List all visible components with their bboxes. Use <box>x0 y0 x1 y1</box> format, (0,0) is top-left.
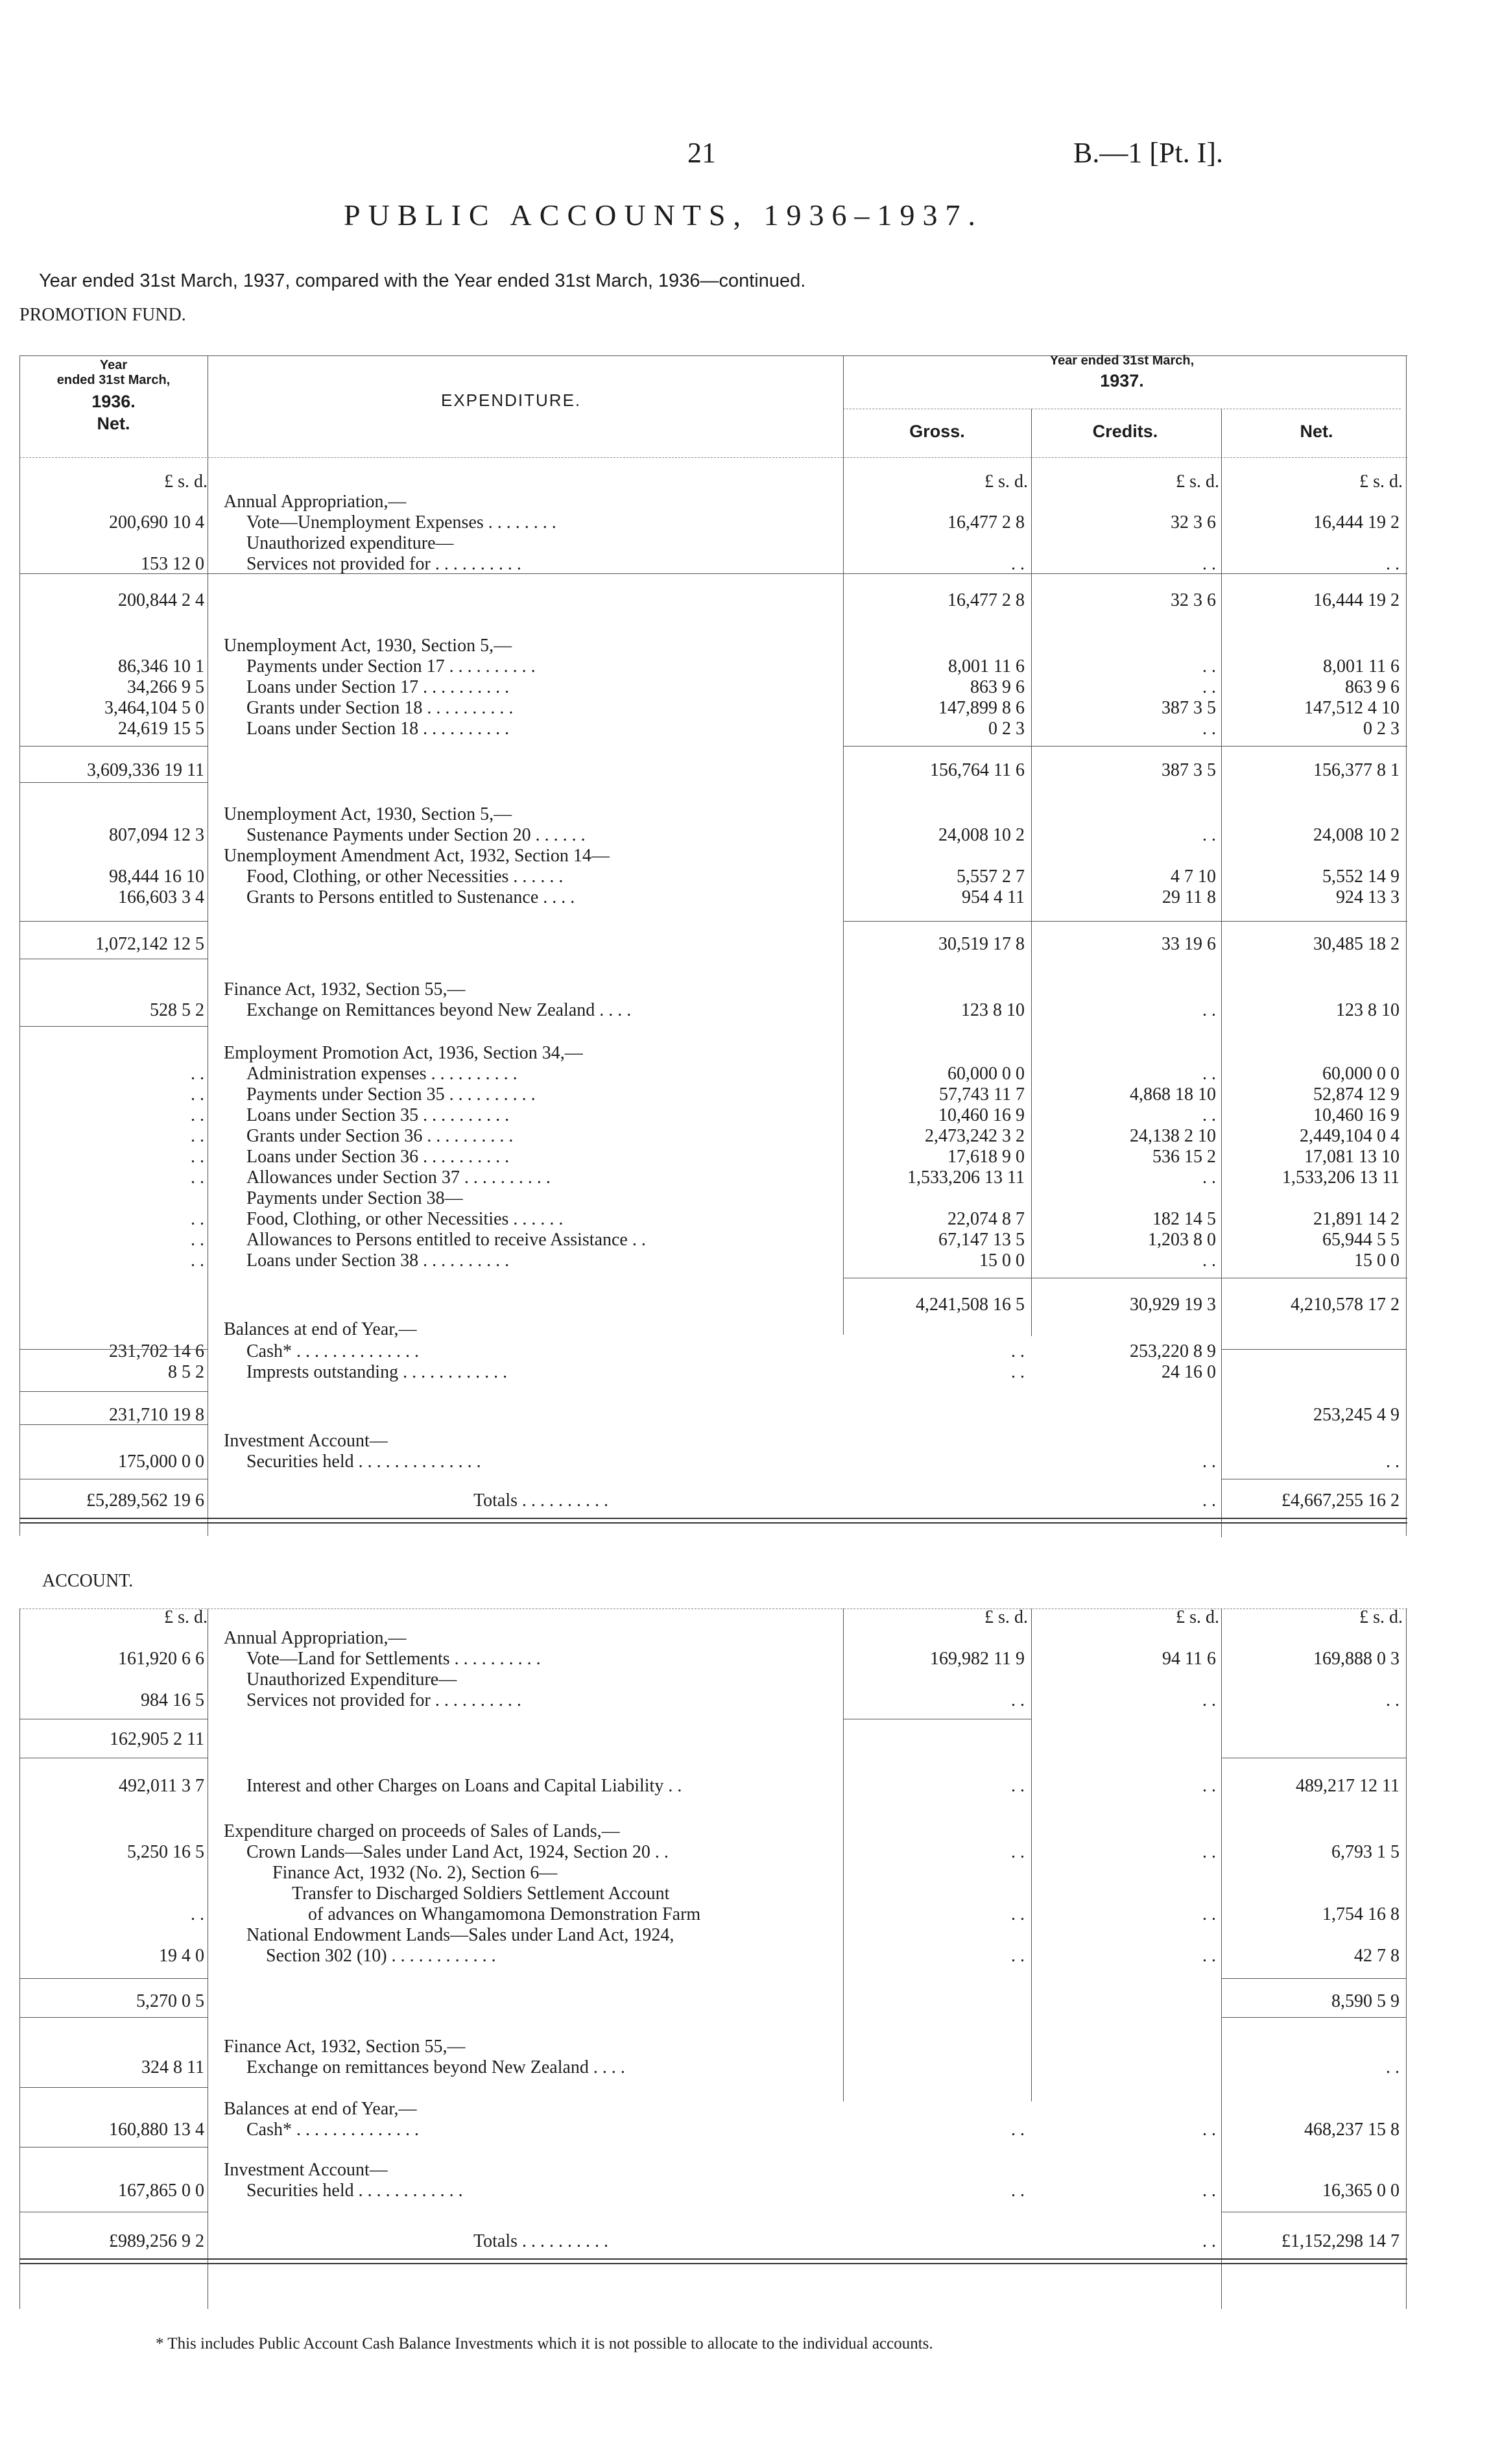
row-description: Investment Account— <box>224 2160 388 2180</box>
amount-net: £1,152,298 14 7 <box>1281 2231 1400 2251</box>
amount-gross: . . <box>1011 1362 1025 1382</box>
row-description: Exchange on Remittances beyond New Zealand . . . . <box>246 1000 632 1020</box>
amount-gross: 57,743 11 7 <box>939 1084 1025 1105</box>
rule <box>19 746 208 747</box>
row-description: Imprests outstanding . . . . . . . . . . . . <box>246 1362 508 1382</box>
amount-gross: . . <box>1011 1946 1025 1966</box>
amount-1936: 200,844 2 4 <box>118 590 204 610</box>
currency-header: £ s. d. <box>984 1607 1028 1627</box>
row-description: Allowances to Persons entitled to receive Assistance . . <box>246 1230 646 1250</box>
amount-gross: . . <box>1011 1904 1025 1924</box>
amount-credits: 32 3 6 <box>1171 512 1216 532</box>
table2-right-border <box>1406 1609 1407 2309</box>
amount-1936: 5,270 0 5 <box>136 1991 204 2011</box>
fund-title: PROMOTION FUND. <box>19 305 186 325</box>
table-top-rule <box>19 355 1407 356</box>
row-description: Unemployment Amendment Act, 1932, Section 14— <box>224 846 610 866</box>
amount-net: 30,485 18 2 <box>1313 934 1400 954</box>
rule <box>1221 1349 1406 1350</box>
amount-1936: 34,266 9 5 <box>127 677 204 697</box>
row-description: of advances on Whangamomona Demonstration Farm <box>308 1904 701 1924</box>
amount-net: 60,000 0 0 <box>1322 1064 1400 1084</box>
row-description: Finance Act, 1932 (No. 2), Section 6— <box>272 1863 558 1883</box>
amount-net: 16,365 0 0 <box>1322 2181 1400 2201</box>
row-description: Expenditure charged on proceeds of Sales of Lands,— <box>224 1821 620 1841</box>
amount-1936: 3,609,336 19 11 <box>87 760 204 780</box>
col-header-1937: 1937. <box>1100 371 1144 390</box>
col-header-credits: Credits. <box>1092 422 1158 441</box>
amount-1936: . . <box>191 1126 204 1146</box>
amount-1936: 3,464,104 5 0 <box>104 698 204 718</box>
row-description: Cash* . . . . . . . . . . . . . . <box>246 2120 419 2140</box>
currency-header: £ s. d. <box>164 472 208 492</box>
table-right-border <box>1406 355 1407 1536</box>
row-description: Unemployment Act, 1930, Section 5,— <box>224 804 512 824</box>
amount-net: . . <box>1386 2057 1400 2077</box>
amount-net: 5,552 14 9 <box>1322 867 1400 887</box>
amount-net: 489,217 12 11 <box>1296 1776 1400 1796</box>
amount-gross: 156,764 11 6 <box>930 760 1025 780</box>
amount-gross: 2,473,242 3 2 <box>925 1126 1025 1146</box>
row-description: Unauthorized expenditure— <box>246 533 454 553</box>
currency-header: £ s. d. <box>984 472 1028 492</box>
amount-credits: . . <box>1202 1690 1216 1710</box>
amount-credits: 24 16 0 <box>1161 1362 1216 1382</box>
column-divider <box>843 1609 844 2101</box>
row-description: Loans under Section 18 . . . . . . . . . . <box>246 719 510 739</box>
row-description: Loans under Section 35 . . . . . . . . . . <box>246 1105 510 1125</box>
amount-1936: 167,865 0 0 <box>118 2181 204 2201</box>
row-description: Services not provided for . . . . . . . . . . <box>246 554 521 574</box>
row-description: Food, Clothing, or other Necessities . . . . . . <box>246 1209 564 1229</box>
amount-credits: . . <box>1202 1776 1216 1796</box>
amount-credits: . . <box>1202 719 1216 739</box>
col-header-year-1937: Year ended 31st March, <box>1049 353 1195 368</box>
amount-net: 16,444 19 2 <box>1313 512 1400 532</box>
amount-net: 8,590 5 9 <box>1331 1991 1400 2011</box>
amount-net: . . <box>1386 1690 1400 1710</box>
rule <box>19 2087 208 2088</box>
amount-1936: 162,905 2 11 <box>110 1729 204 1749</box>
amount-net: 6,793 1 5 <box>1331 1842 1400 1862</box>
amount-gross: . . <box>1011 2181 1025 2201</box>
amount-credits: . . <box>1202 554 1216 574</box>
amount-credits: . . <box>1202 677 1216 697</box>
amount-net: 10,460 16 9 <box>1313 1105 1400 1125</box>
amount-gross: 8,001 11 6 <box>948 656 1025 676</box>
amount-1936: 528 5 2 <box>150 1000 204 1020</box>
amount-credits: . . <box>1202 2231 1216 2251</box>
amount-gross: 30,519 17 8 <box>938 934 1025 954</box>
amount-credits: . . <box>1202 1064 1216 1084</box>
amount-net: 8,001 11 6 <box>1323 656 1400 676</box>
amount-credits: . . <box>1202 1105 1216 1125</box>
page-number: 21 <box>687 137 716 169</box>
amount-1936: . . <box>191 1209 204 1229</box>
amount-net: 924 13 3 <box>1336 887 1400 907</box>
amount-credits: 387 3 5 <box>1161 760 1216 780</box>
row-description: Section 302 (10) . . . . . . . . . . . . <box>266 1946 496 1966</box>
amount-credits: 33 19 6 <box>1161 934 1216 954</box>
amount-1936: 19 4 0 <box>159 1946 204 1966</box>
currency-header: £ s. d. <box>164 1607 208 1627</box>
col-header-gross: Gross. <box>909 422 965 441</box>
amount-1936: . . <box>191 1230 204 1250</box>
page-title: PUBLIC ACCOUNTS, 1936–1937. <box>344 198 983 232</box>
amount-net: £4,667,255 16 2 <box>1281 1490 1400 1511</box>
rule <box>19 782 208 783</box>
amount-1936: 160,880 13 4 <box>109 2120 204 2140</box>
amount-net: 52,874 12 9 <box>1313 1084 1400 1105</box>
row-description: Payments under Section 38— <box>246 1188 463 1208</box>
amount-credits: 536 15 2 <box>1152 1147 1216 1167</box>
amount-net: 0 2 3 <box>1363 719 1400 739</box>
currency-header: £ s. d. <box>1359 1607 1403 1627</box>
row-description: Cash* . . . . . . . . . . . . . . <box>246 1341 419 1361</box>
amount-1936: 231,710 19 8 <box>109 1405 204 1425</box>
table2-left-border <box>19 1609 20 2309</box>
amount-credits: . . <box>1202 1167 1216 1188</box>
amount-1936: 153 12 0 <box>141 554 204 574</box>
row-description: Transfer to Discharged Soldiers Settlement Account <box>292 1884 670 1904</box>
row-description: Grants under Section 36 . . . . . . . . . . <box>246 1126 514 1146</box>
rule <box>19 1424 208 1425</box>
row-description: Employment Promotion Act, 1936, Section 34,— <box>224 1043 583 1063</box>
rule <box>19 1349 208 1350</box>
col-header-net-1936: Net. <box>97 414 130 433</box>
header-bottom-rule <box>19 457 1407 458</box>
row-description: National Endowment Lands—Sales under Land Act, 1924, <box>246 1925 674 1945</box>
amount-credits: . . <box>1202 1250 1216 1271</box>
rule <box>843 573 1407 574</box>
amount-gross: 67,147 13 5 <box>938 1230 1025 1250</box>
amount-credits: 182 14 5 <box>1152 1209 1216 1229</box>
row-description: Loans under Section 17 . . . . . . . . . . <box>246 677 510 697</box>
row-description: Exchange on remittances beyond New Zealand . . . . <box>246 2057 625 2077</box>
amount-net: 123 8 10 <box>1336 1000 1400 1020</box>
rule <box>19 1978 208 1979</box>
amount-net: 156,377 8 1 <box>1313 760 1400 780</box>
amount-1936: . . <box>191 1084 204 1105</box>
amount-net: 24,008 10 2 <box>1313 825 1400 845</box>
row-description: Vote—Unemployment Expenses . . . . . . . . <box>246 512 556 532</box>
amount-1936: . . <box>191 1250 204 1271</box>
amount-1936: 231,702 14 6 <box>109 1341 204 1361</box>
col-header-1936: 1936. <box>91 392 136 411</box>
totals-double-rule <box>19 1518 1407 1524</box>
amount-gross: 1,533,206 13 11 <box>907 1167 1025 1188</box>
rule <box>843 921 1407 922</box>
amount-gross: . . <box>1011 554 1025 574</box>
amount-net: 253,245 4 9 <box>1313 1405 1400 1425</box>
amount-credits: . . <box>1202 1452 1216 1472</box>
row-description: Loans under Section 38 . . . . . . . . . . <box>246 1250 510 1271</box>
amount-1936: . . <box>191 1064 204 1084</box>
row-description: Allowances under Section 37 . . . . . . . . . . <box>246 1167 551 1188</box>
amount-1936: . . <box>191 1904 204 1924</box>
amount-credits: 32 3 6 <box>1171 590 1216 610</box>
amount-credits: 387 3 5 <box>1161 698 1216 718</box>
amount-net: 17,081 13 10 <box>1304 1147 1400 1167</box>
amount-gross: 24,008 10 2 <box>938 825 1025 845</box>
row-description: Securities held . . . . . . . . . . . . <box>246 2181 463 2201</box>
account-title: ACCOUNT. <box>42 1571 134 1591</box>
rule <box>1221 1978 1406 1979</box>
amount-net: 4,210,578 17 2 <box>1291 1295 1400 1315</box>
amount-net: 2,449,104 0 4 <box>1300 1126 1400 1146</box>
row-description: Food, Clothing, or other Necessities . . . . . . <box>246 867 564 887</box>
rule <box>19 921 208 922</box>
col-header-year-1936: Year ended 31st March, <box>56 358 171 387</box>
amount-gross: 10,460 16 9 <box>938 1105 1025 1125</box>
amount-1936: 984 16 5 <box>141 1690 204 1710</box>
amount-net: 468,237 15 8 <box>1304 2120 1400 2140</box>
row-description: Vote—Land for Settlements . . . . . . . . . . <box>246 1649 541 1669</box>
amount-1936: 98,444 16 10 <box>109 867 204 887</box>
column-divider <box>1031 1609 1032 2101</box>
amount-net: 65,944 5 5 <box>1322 1230 1400 1250</box>
amount-credits: . . <box>1202 1000 1216 1020</box>
amount-net: 147,512 4 10 <box>1304 698 1400 718</box>
row-description: Interest and other Charges on Loans and Capital Liability . . <box>246 1776 682 1796</box>
amount-gross: 4,241,508 16 5 <box>916 1295 1025 1315</box>
amount-gross: 15 0 0 <box>979 1250 1025 1271</box>
amount-net: 863 9 6 <box>1345 677 1400 697</box>
amount-credits: . . <box>1202 1490 1216 1511</box>
amount-1936: £5,289,562 19 6 <box>86 1490 204 1511</box>
col-header-net-1937: Net. <box>1300 422 1333 441</box>
amount-gross: . . <box>1011 1776 1025 1796</box>
amount-net: . . <box>1386 1452 1400 1472</box>
amount-credits: 94 11 6 <box>1162 1649 1216 1669</box>
amount-1936: 161,920 6 6 <box>118 1649 204 1669</box>
amount-1936: 492,011 3 7 <box>119 1776 204 1796</box>
row-description: Services not provided for . . . . . . . . . . <box>246 1690 521 1710</box>
amount-gross: 147,899 8 6 <box>938 698 1025 718</box>
amount-gross: 5,557 2 7 <box>957 867 1025 887</box>
amount-gross: 17,618 9 0 <box>947 1147 1025 1167</box>
amount-credits: . . <box>1202 2120 1216 2140</box>
table-left-border <box>19 355 20 1536</box>
amount-1936: 175,000 0 0 <box>118 1452 204 1472</box>
amount-gross: 60,000 0 0 <box>947 1064 1025 1084</box>
row-description: Finance Act, 1932, Section 55,— <box>224 979 466 999</box>
amount-net: 1,754 16 8 <box>1322 1904 1400 1924</box>
amount-gross: . . <box>1011 1690 1025 1710</box>
row-description: Balances at end of Year,— <box>224 1319 417 1339</box>
amount-1936: 200,690 10 4 <box>109 512 204 532</box>
footnote: * This includes Public Account Cash Balance Investments which it is not possible to allocate to the individual accounts. <box>156 2335 933 2352</box>
row-description: Sustenance Payments under Section 20 . . . . . . <box>246 825 586 845</box>
row-description: Balances at end of Year,— <box>224 2099 417 2119</box>
row-description: Annual Appropriation,— <box>224 492 407 512</box>
row-description: Unauthorized Expenditure— <box>246 1669 457 1690</box>
currency-header: £ s. d. <box>1176 1607 1219 1627</box>
amount-1936: . . <box>191 1167 204 1188</box>
amount-credits: . . <box>1202 2181 1216 2201</box>
amount-net: 42 7 8 <box>1354 1946 1400 1966</box>
column-divider <box>1221 1609 1222 2309</box>
amount-gross: 0 2 3 <box>988 719 1025 739</box>
amount-credits: . . <box>1202 1904 1216 1924</box>
amount-gross: 16,477 2 8 <box>947 590 1025 610</box>
row-description: Totals . . . . . . . . . . <box>473 2231 609 2251</box>
rule <box>19 573 843 574</box>
row-description: Unemployment Act, 1930, Section 5,— <box>224 636 512 656</box>
totals-double-rule <box>19 2258 1407 2264</box>
page-subtitle: Year ended 31st March, 1937, compared with the Year ended 31st March, 1936—continued. <box>39 270 806 291</box>
amount-credits: . . <box>1202 1842 1216 1862</box>
row-description: Finance Act, 1932, Section 55,— <box>224 2037 466 2057</box>
row-description: Grants under Section 18 . . . . . . . . . . <box>246 698 514 718</box>
currency-header: £ s. d. <box>1176 472 1219 492</box>
amount-credits: 29 11 8 <box>1162 887 1216 907</box>
rule <box>843 746 1407 747</box>
row-description: Payments under Section 17 . . . . . . . . . . <box>246 656 536 676</box>
row-description: Grants to Persons entitled to Sustenance . . . . <box>246 887 575 907</box>
amount-1936: 5,250 16 5 <box>127 1842 204 1862</box>
amount-1936: 24,619 15 5 <box>118 719 204 739</box>
col-header-expenditure: EXPENDITURE. <box>441 390 582 410</box>
amount-gross: 863 9 6 <box>970 677 1025 697</box>
amount-credits: . . <box>1202 656 1216 676</box>
amount-credits: 4 7 10 <box>1171 867 1216 887</box>
amount-1936: . . <box>191 1147 204 1167</box>
amount-net: 15 0 0 <box>1354 1250 1400 1271</box>
amount-gross: . . <box>1011 1341 1025 1361</box>
row-description: Totals . . . . . . . . . . <box>473 1490 609 1511</box>
amount-credits: 1,203 8 0 <box>1148 1230 1216 1250</box>
amount-credits: 253,220 8 9 <box>1130 1341 1216 1361</box>
amount-credits: . . <box>1202 825 1216 845</box>
currency-header: £ s. d. <box>1359 472 1403 492</box>
row-description: Securities held . . . . . . . . . . . . . . <box>246 1452 481 1472</box>
amount-gross: . . <box>1011 1842 1025 1862</box>
amount-net: . . <box>1386 554 1400 574</box>
amount-gross: . . <box>1011 2120 1025 2140</box>
amount-1936: 807,094 12 3 <box>109 825 204 845</box>
amount-net: 21,891 14 2 <box>1313 1209 1400 1229</box>
row-description: Loans under Section 36 . . . . . . . . . . <box>246 1147 510 1167</box>
amount-1936: 8 5 2 <box>168 1362 204 1382</box>
amount-gross: 954 4 11 <box>962 887 1025 907</box>
rule <box>19 1391 208 1392</box>
amount-gross: 16,477 2 8 <box>947 512 1025 532</box>
amount-1936: 1,072,142 12 5 <box>95 934 204 954</box>
amount-1936: 166,603 3 4 <box>118 887 204 907</box>
amount-gross: 123 8 10 <box>961 1000 1025 1020</box>
row-description: Crown Lands—Sales under Land Act, 1924, Section 20 . . <box>246 1842 669 1862</box>
amount-net: 1,533,206 13 11 <box>1282 1167 1400 1188</box>
amount-1936: 324 8 11 <box>141 2057 204 2077</box>
rule <box>1221 2017 1406 2018</box>
amount-credits: 4,868 18 10 <box>1130 1084 1216 1105</box>
amount-1936: 86,346 10 1 <box>118 656 204 676</box>
amount-gross: 22,074 8 7 <box>947 1209 1025 1229</box>
amount-1936: . . <box>191 1105 204 1125</box>
amount-net: 169,888 0 3 <box>1313 1649 1400 1669</box>
amount-credits: 24,138 2 10 <box>1130 1126 1216 1146</box>
rule <box>19 1026 208 1027</box>
column-divider <box>1031 409 1032 1336</box>
amount-gross: 169,982 11 9 <box>930 1649 1025 1669</box>
amount-credits: . . <box>1202 1946 1216 1966</box>
amount-net: 16,444 19 2 <box>1313 590 1400 610</box>
rule <box>19 2017 208 2018</box>
row-description: Annual Appropriation,— <box>224 1628 407 1648</box>
row-description: Payments under Section 35 . . . . . . . . . . <box>246 1084 536 1105</box>
amount-credits: 30,929 19 3 <box>1130 1295 1216 1315</box>
column-divider <box>843 355 844 1335</box>
document-reference: B.—1 [Pt. I]. <box>1073 137 1223 169</box>
row-description: Investment Account— <box>224 1431 388 1451</box>
column-divider <box>1221 409 1222 1537</box>
amount-1936: £989,256 9 2 <box>109 2231 204 2251</box>
row-description: Administration expenses . . . . . . . . . . <box>246 1064 518 1084</box>
